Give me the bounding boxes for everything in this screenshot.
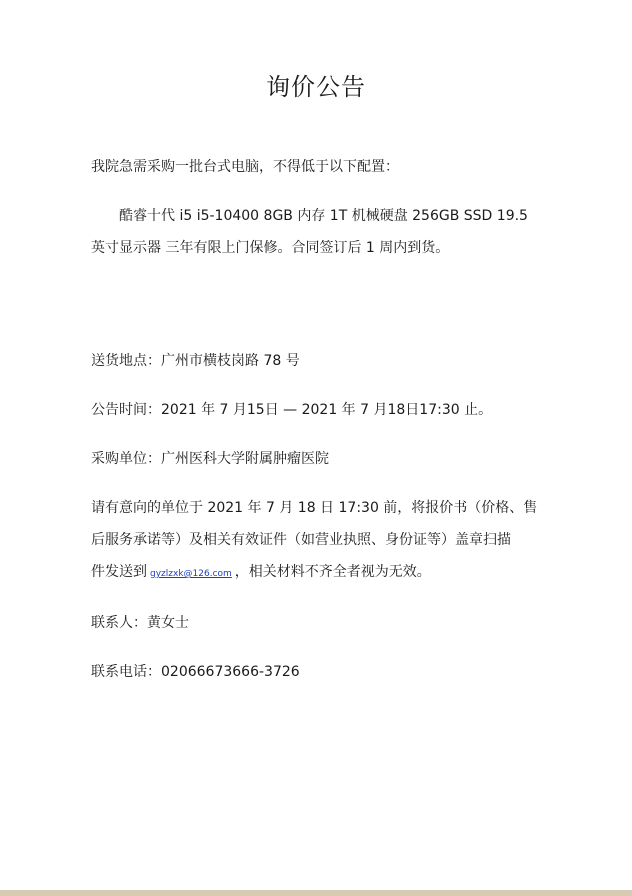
request-line-2: 后服务承诺等）及相关有效证件（如营业执照、身份证等）盖章扫描 bbox=[91, 532, 511, 548]
request-line-1: 请有意向的单位于 2021 年 7 月 18 日 17:30 前，将报价书（价格、售 bbox=[91, 500, 538, 516]
spec-line-1 bbox=[91, 200, 541, 232]
contact-person: 联系人：黄女士 bbox=[91, 615, 189, 631]
request-line-3 bbox=[91, 556, 541, 590]
announcement-time: 公告时间：2021 年 7 月15日 — 2021 年 7 月18日17:30 止。 bbox=[91, 402, 493, 418]
request-line-3-prefix: 件发送到 bbox=[91, 564, 147, 580]
request-paragraph bbox=[91, 492, 541, 590]
page-title: 询价公告 bbox=[266, 73, 366, 101]
page-bottom-border bbox=[0, 890, 632, 896]
intro-paragraph: 我院急需采购一批台式电脑，不得低于以下配置： bbox=[91, 159, 399, 175]
contact-phone: 联系电话：02066673666-3726 bbox=[91, 664, 300, 680]
spec-paragraph bbox=[91, 200, 541, 264]
purchasing-unit: 采购单位：广州医科大学附属肿瘤医院 bbox=[91, 451, 329, 467]
spec-text-1: 酷睿十代 i5 i5-10400 8GB 内存 1T 机械硬盘 256GB SSD 19.5 bbox=[119, 208, 528, 224]
email-link[interactable]: gyzlzxk@126.com bbox=[150, 569, 232, 579]
request-line-3-suffix: ，相关材料不齐全者视为无效。 bbox=[234, 564, 431, 580]
delivery-address: 送货地点：广州市横枝岗路 78 号 bbox=[91, 353, 300, 369]
spec-line-2: 英寸显示器 三年有限上门保修。合同签订后 1 周内到货。 bbox=[91, 240, 450, 256]
